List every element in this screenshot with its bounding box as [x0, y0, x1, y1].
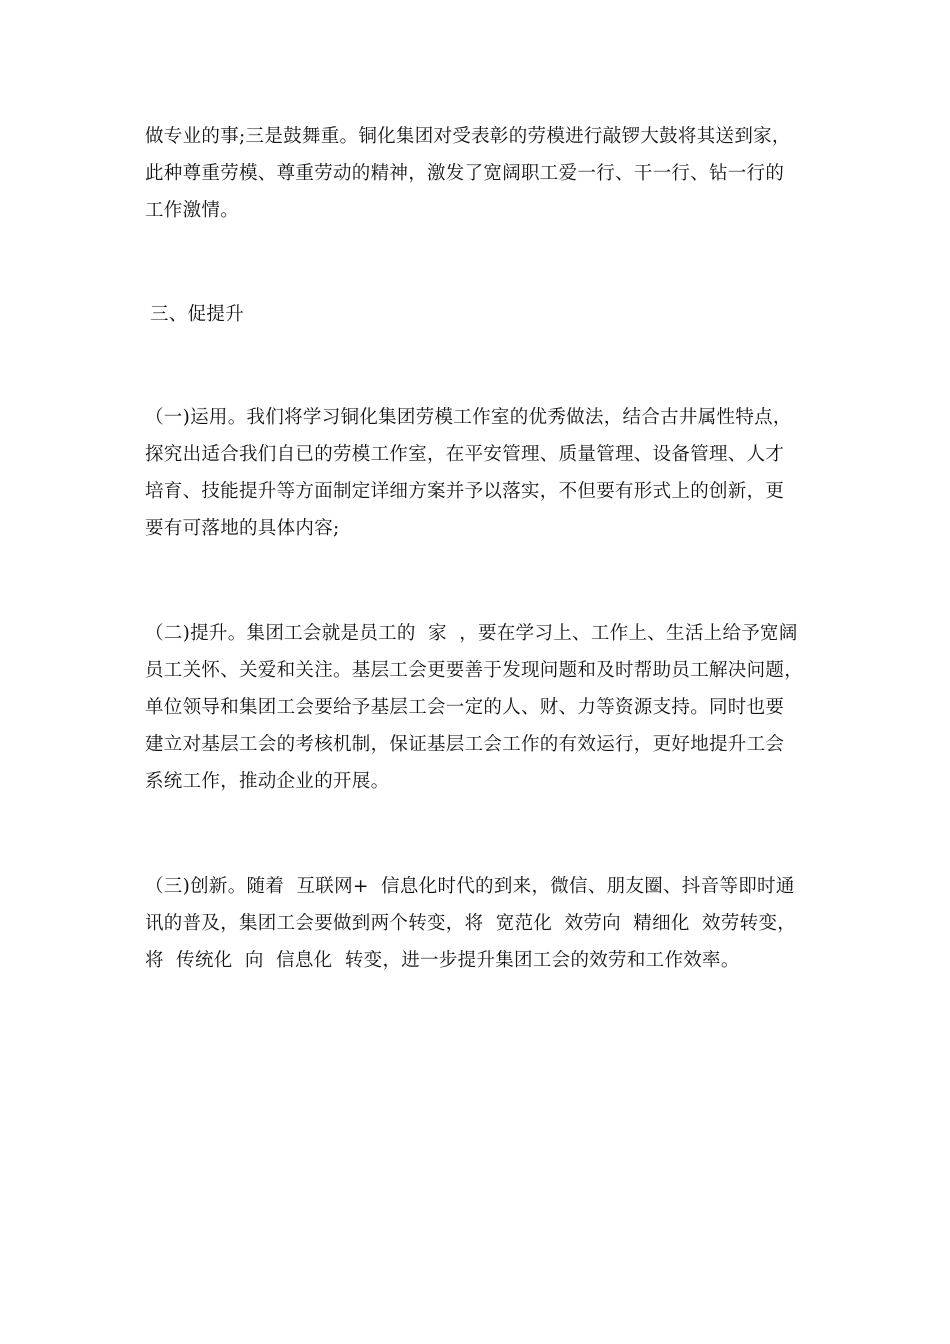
paragraph-line: （一)运用。我们将学习铜化集团劳模工作室的优秀做法，结合古井属性特点， [145, 407, 792, 428]
paragraph-line: 员工关怀、关爱和关注。基层工会更要善于发现问题和及时帮助员工解决问题， [145, 660, 804, 681]
paragraph-line: 将 传统化 向 信息化 转变，进一步提升集团工会的效劳和工作效率。 [145, 950, 740, 971]
intro-line: 做专业的事;三是鼓舞重。铜化集团对受表彰的劳模进行敲锣大鼓将其送到家， [145, 126, 791, 147]
paragraph-line: 探究出适合我们自已的劳模工作室，在平安管理、质量管理、设备管理、人才 [145, 444, 785, 465]
intro-line: 此种尊重劳模、尊重劳动的精神，激发了宽阔职工爱一行、干一行、钻一行的 [145, 163, 785, 184]
paragraph-line: （三)创新。随着 互联网+ 信息化时代的到来，微信、朋友圈、抖音等即时通 [145, 876, 795, 897]
paragraph-line: 单位领导和集团工会要给予基层工会一定的人、财、力等资源支持。同时也要 [145, 697, 785, 718]
paragraph-line: 培育、技能提升等方面制定详细方案并予以落实，不但要有形式上的创新，更 [145, 481, 785, 502]
paragraph-line: 讯的普及，集团工会要做到两个转变，将 宽范化 效劳向 精细化 效劳转变， [145, 913, 797, 934]
intro-line: 工作激情。 [145, 200, 240, 221]
paragraph-line: 建立对基层工会的考核机制，保证基层工会工作的有效运行，更好地提升工会 [145, 734, 785, 755]
paragraph-line: （二)提升。集团工会就是员工的 家 ，要在学习上、工作上、生活上给予宽阔 [145, 623, 798, 644]
section-heading: 三、促提升 [150, 304, 245, 325]
paragraph-line: 要有可落地的具体内容; [145, 518, 340, 539]
paragraph-line: 系统工作，推动企业的开展。 [145, 771, 390, 792]
